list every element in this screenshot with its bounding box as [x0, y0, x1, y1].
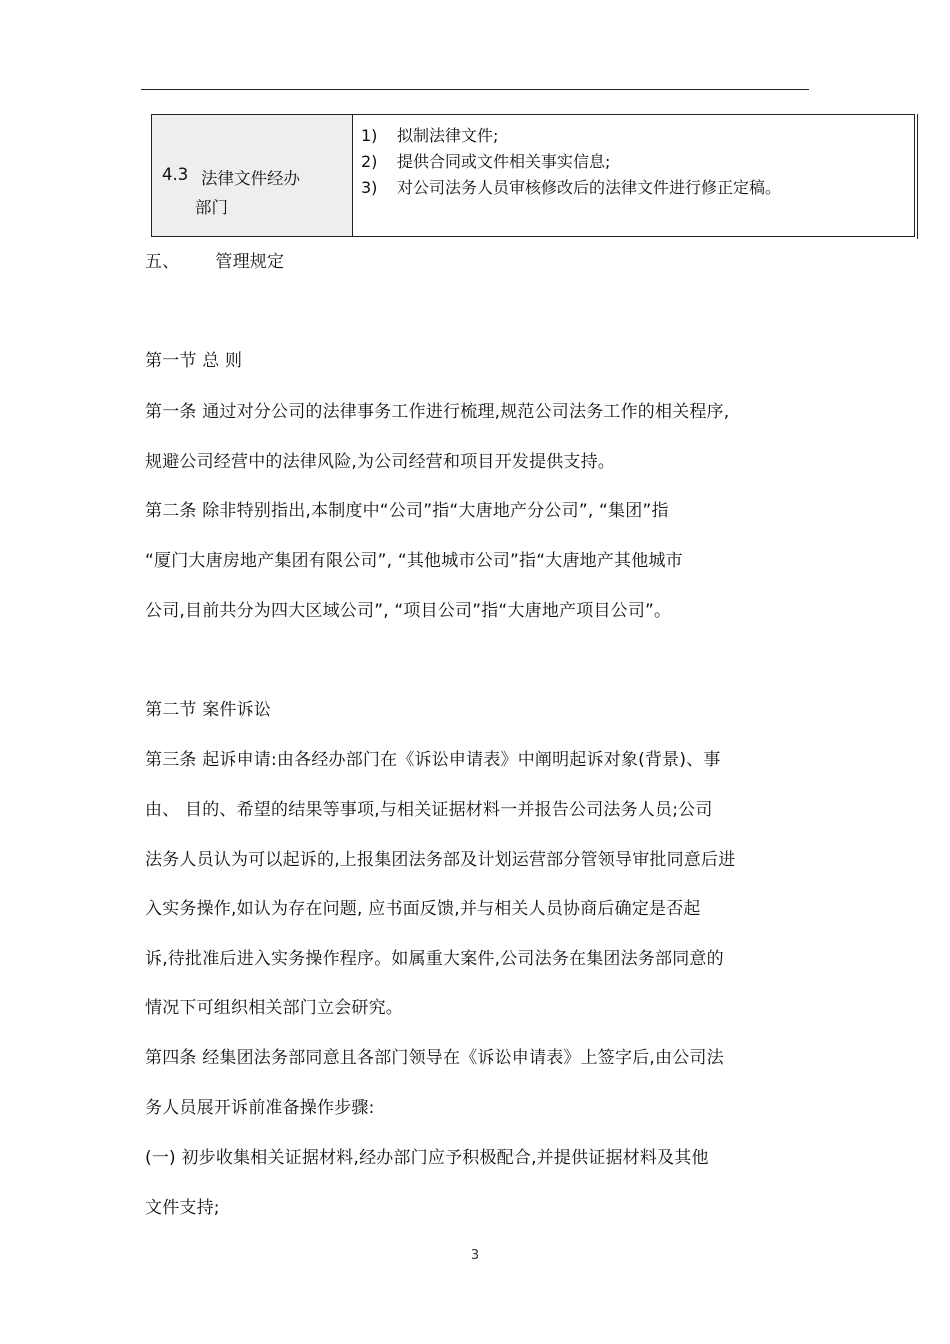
body-line: 公司,目前共分为四大区域公司”, “项目公司”指“大唐地产项目公司”。 — [145, 601, 672, 621]
duty-text: 提供合同或文件相关事实信息; — [397, 152, 611, 171]
body-line: 诉,待批准后进入实务操作程序。如属重大案件,公司法务在集团法务部同意的 — [145, 949, 724, 969]
body-line: 第三条 起诉申请:由各经办部门在《诉讼申请表》中阐明起诉对象(背景)、事 — [145, 750, 721, 770]
section-number: 五、 — [145, 252, 180, 272]
chapter-heading: 第一节 总 则 — [145, 351, 243, 371]
row-title-line1: 法律文件经办 — [201, 169, 300, 188]
body-line: 第二条 除非特别指出,本制度中“公司”指“大唐地产分公司”, “集团”指 — [145, 501, 669, 521]
page-number: 3 — [470, 1248, 480, 1263]
body-line: 文件支持; — [145, 1198, 220, 1218]
body-line: “厦门大唐房地产集团有限公司”, “其他城市公司”指“大唐地产其他城市 — [145, 551, 683, 571]
table-cell-department — [152, 115, 353, 236]
duty-text: 对公司法务人员审核修改后的法律文件进行修正定稿。 — [397, 178, 782, 197]
table-cell-duties — [353, 115, 914, 236]
body-line: 务人员展开诉前准备操作步骤: — [145, 1098, 375, 1118]
section-heading — [145, 247, 284, 272]
duty-number: 2) — [361, 152, 378, 171]
section-title: 管理规定 — [215, 252, 285, 272]
chapter-heading: 第二节 案件诉讼 — [145, 700, 272, 720]
body-line: (一) 初步收集相关证据材料,经办部门应予积极配合,并提供证据材料及其他 — [145, 1148, 709, 1168]
body-line: 第一条 通过对分公司的法律事务工作进行梳理,规范公司法务工作的相关程序, — [145, 402, 730, 422]
responsibility-table — [151, 114, 915, 237]
row-number: 4.3 — [162, 165, 189, 184]
duty-text: 拟制法律文件; — [397, 126, 499, 145]
body-line: 由、 目的、希望的结果等事项,与相关证据材料一并报告公司法务人员;公司 — [145, 800, 713, 820]
duty-item — [361, 149, 610, 172]
duty-item — [361, 175, 781, 198]
body-line: 第四条 经集团法务部同意且各部门领导在《诉讼申请表》上签字后,由公司法 — [145, 1048, 724, 1068]
body-line: 规避公司经营中的法律风险,为公司经营和项目开发提供支持。 — [145, 452, 616, 472]
duty-number: 1) — [361, 126, 378, 145]
header-rule — [141, 89, 809, 90]
body-line: 法务人员认为可以起诉的,上报集团法务部及计划运营部分管领导审批同意后进 — [145, 850, 736, 870]
row-title-line2: 部门 — [195, 198, 228, 217]
duty-number: 3) — [361, 178, 378, 197]
body-line: 入实务操作,如认为存在问题, 应书面反馈,并与相关人员协商后确定是否起 — [145, 899, 701, 919]
body-line: 情况下可组织相关部门立会研究。 — [145, 998, 403, 1018]
duty-item — [361, 123, 498, 146]
